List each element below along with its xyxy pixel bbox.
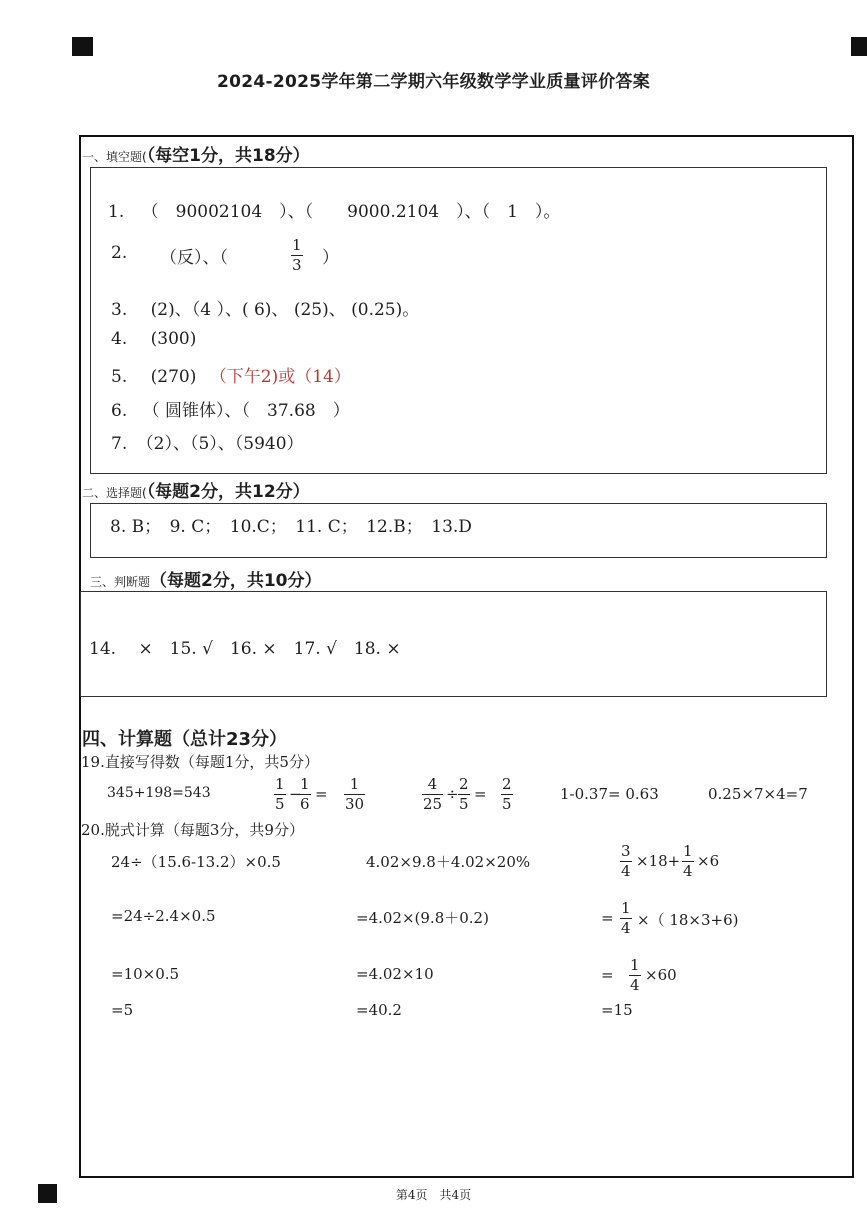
calc-q20-col3-r1-mid: ×18+ [636,852,681,870]
fill-q7-answer: （2）、（5）、（5940） [136,434,304,454]
calc-q20-col3-r3-end: ×60 [645,966,677,984]
section-calc-heading: 四、计算题（总计23分） [82,729,288,750]
fill-q5-answer: (270) [150,367,197,387]
fill-q1 [108,197,560,222]
denominator: 30 [345,795,365,813]
calc-q19-b-frac1 [274,775,286,814]
calc-q20-col3-r4: =15 [601,1001,633,1019]
calc-q19-e: 0.25×7×4=7 [708,785,808,803]
calc-q19-c-equals: = [474,785,487,803]
section-choice-points: （每题2分，共12分） [146,482,310,502]
choice-answers: 8. B； 9. C； 10.C； 11. C； 12.B； 13.D [110,517,472,537]
calc-q20-col2-line2: =4.02×(9.8＋0.2) [356,909,489,927]
section-fill-points: （每空1分，共18分） [146,146,310,166]
fill-q1-number: 1. [108,202,125,222]
numerator: 1 [300,775,310,793]
fill-q3-number: 3. [111,300,128,320]
denominator: 6 [300,795,310,813]
section-judge-label: 三、判断题 [90,575,151,589]
section-choice-label: 二、选择题( [82,486,147,500]
fill-q1-answer: （ 90002104 ）、（ 9000.2104 ）、（ 1 ）。 [141,202,561,222]
section-fill-heading [82,141,310,166]
section-judge-points: （每题2分，共10分） [150,571,322,591]
denominator: 5 [275,795,285,813]
denominator: 25 [423,795,443,813]
numerator: 2 [459,775,469,793]
calc-q19-c-result [501,775,513,814]
calc-q19-d: 1-0.37= 0.63 [560,785,659,803]
fill-q3 [111,295,419,320]
denominator: 4 [683,862,693,880]
fill-q2-number: 2. [111,243,128,263]
fill-q5 [111,362,351,387]
numerator: 1 [349,775,360,793]
numerator: 1 [275,775,285,793]
calc-q20-col1-line2: =24÷2.4×0.5 [111,907,216,925]
registration-mark-top-right [851,37,867,56]
calc-q19-c-frac2 [458,775,470,814]
section-judge-heading [90,566,322,591]
denominator: 5 [502,795,512,813]
calc-q20-col3-r3-frac [629,956,641,995]
registration-mark-top-left [72,37,93,56]
calc-q20-col3-r2-frac [620,899,632,938]
numerator: 1 [683,842,693,860]
fill-q4-answer: (300) [150,329,197,349]
fill-q2-suffix: ） [322,248,339,268]
calc-q20-col3-r1-frac2 [682,842,694,881]
calc-q20-col2-line4: =40.2 [356,1001,402,1019]
calc-q19-a: 345+198=543 [107,785,211,801]
judge-answers: 14. × 15. √ 16. × 17. √ 18. × [89,639,401,659]
page-footer: 第4页 共4页 [395,1188,472,1202]
numerator: 3 [621,842,631,860]
numerator: 4 [427,775,438,793]
calc-q20-col3-r1-end: ×6 [697,852,720,870]
calc-q20-col1-line3: =10×0.5 [111,965,180,983]
calc-q20-col1-line1: 24÷（15.6-13.2）×0.5 [111,853,281,871]
denominator: 5 [459,795,469,813]
calc-q20-label: 20.脱式计算（每题3分，共9分） [81,821,304,839]
section-choice-heading [82,477,310,502]
numerator: 1 [621,899,631,917]
calc-q19-b-equals: = [315,785,328,803]
calc-q20-col3-r3-eq: = [601,966,614,984]
fill-q6-answer: （ 圆锥体）、（ 37.68 ） [142,401,350,421]
calc-q19-c-operator: ÷ [446,785,459,803]
fill-q6-number: 6. [111,401,128,421]
calc-q20-col3-r1-frac1 [620,842,632,881]
calc-q20-col2-line3: =4.02×10 [356,965,434,983]
fill-q5-alt-answer: （下午2)或（14） [209,367,351,387]
calc-q20-col3-r2-end: ×（ 18×3+6) [637,911,739,929]
fill-q2-frac-denominator: 3 [292,256,302,274]
fill-q5-number: 5. [111,367,128,387]
fill-q7-number: 7. [111,434,128,454]
denominator: 4 [630,976,640,994]
fill-q4-number: 4. [111,329,128,349]
numerator: 2 [502,775,512,793]
fill-q2-prefix: （反）、（ [160,248,228,268]
calc-q19-b-operator: − [289,785,302,803]
calc-q19-b-frac2 [299,775,311,814]
section-fill-label: 一、填空题( [82,150,147,164]
calc-q19-b-result [344,775,365,814]
denominator: 4 [621,862,631,880]
fill-q7 [111,429,304,454]
calc-q20-col2-line1: 4.02×9.8＋4.02×20% [366,853,531,871]
fill-q4 [111,329,196,349]
fill-q2-frac-numerator: 1 [292,236,302,254]
fill-q6 [111,396,350,421]
calc-q19-label: 19.直接写得数（每题1分，共5分） [81,753,319,771]
calc-q19-c-frac1 [422,775,443,814]
page-title: 2024-2025学年第二学期六年级数学学业质量评价答案 [216,72,651,92]
fill-q3-answer: (2)、（4 ）、( 6)、 (25)、 (0.25)。 [150,300,420,320]
calc-q20-col1-line4: =5 [111,1001,134,1019]
denominator: 4 [621,919,631,937]
fill-q2-fraction [291,236,303,275]
numerator: 1 [630,956,640,974]
calc-q20-col3-r2-eq: = [601,909,614,927]
